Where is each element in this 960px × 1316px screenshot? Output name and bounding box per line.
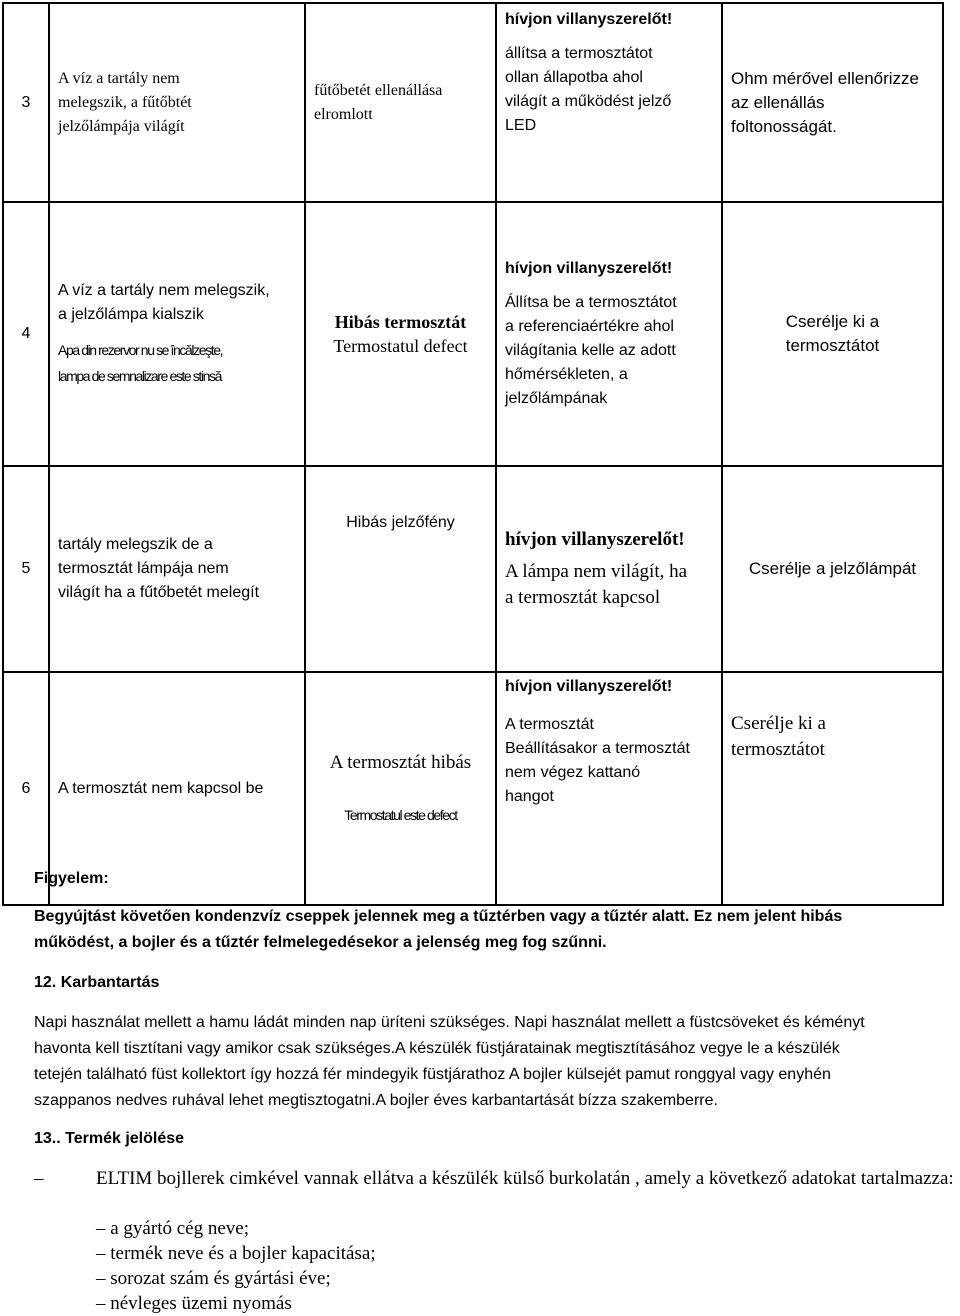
check-line: jelzőlámpának	[505, 390, 608, 407]
cause-line: elromlott	[314, 105, 373, 123]
product-intro: ELTIM bojllerek cimkével vannak ellátva a készülék külső burkolatán , amely a következő adatokat tartalmazza:	[96, 1168, 954, 1189]
table-row	[3, 3, 943, 202]
maintenance-body	[34, 1010, 960, 1114]
call-electrician-text: hívjon villanyszerelőt!	[505, 260, 673, 277]
symptom-ro-line: Apa din rezervor nu se încălzeşte,	[58, 342, 223, 358]
maintenance-line: havonta kell tisztítani vagy amikor csak szükséges.A készülék füstjáratainak megtisztításához vegye le a készülék	[34, 1040, 840, 1057]
list-item: – névleges üzemi nyomás	[96, 1293, 292, 1314]
symptom-line: jelzőlámpája világít	[58, 117, 185, 135]
check-line: nem végez kattanó	[505, 764, 641, 781]
check-line: a termosztát kapcsol	[505, 587, 661, 608]
remedy-line: az ellenállás	[731, 92, 825, 112]
remedy-text: Cserélje a jelzőlámpát	[748, 559, 917, 578]
symptom-line: A víz a tartály nem	[58, 69, 180, 87]
action-cell	[496, 466, 722, 672]
remedy-line: foltonosságát.	[731, 116, 837, 136]
check-line: világít a működést jelző	[505, 93, 672, 110]
check-line: LED	[505, 117, 537, 134]
call-electrician-text: hívjon villanyszerelőt!	[505, 529, 685, 550]
remedy-cell	[722, 466, 943, 672]
list-item: – a gyártó cég neve;	[96, 1218, 249, 1239]
cause-cell	[305, 202, 496, 466]
symptom-line: melegszik, a fűtőbtét	[58, 93, 192, 111]
check-line: Beállításakor a termosztát	[505, 740, 690, 757]
remedy-line: termosztátot	[731, 739, 825, 760]
call-electrician-text: hívjon villanyszerelőt!	[505, 11, 673, 28]
symptom-line: a jelzőlámpa kialszik	[58, 306, 204, 323]
remedy-line: Cserélje ki a	[785, 312, 880, 331]
row-number: 3	[3, 3, 49, 202]
list-item: – termék neve és a bojler kapacitása;	[96, 1243, 376, 1264]
check-line: a referenciaértékre ahol	[505, 318, 674, 335]
cause-line: fűtőbetét ellenállása	[314, 81, 443, 99]
troubleshooting-table	[2, 2, 944, 906]
cause-cell	[305, 466, 496, 672]
warning-body	[34, 904, 960, 956]
symptom-line: A víz a tartály nem melegszik,	[58, 282, 270, 299]
symptom-line: világít ha a fűtőbetét melegít	[58, 584, 260, 601]
product-section	[34, 1126, 960, 1152]
list-dash: –	[34, 1168, 44, 1189]
maintenance-title: 12. Karbantartás	[34, 974, 160, 991]
check-line: ollan állapotba ahol	[505, 69, 643, 86]
remedy-line: Cserélje ki a	[731, 713, 826, 734]
maintenance-line: tetején található füst kollektort így hozzá fér mindegyik füstjárathoz A bojler külsejét pamut ronggyal vagy enyhén	[34, 1066, 831, 1083]
action-cell	[496, 3, 722, 202]
action-cell	[496, 202, 722, 466]
warning-section	[34, 866, 960, 892]
check-line: hangot	[505, 788, 554, 805]
remedy-cell	[722, 3, 943, 202]
symptom-line: tartály melegszik de a	[58, 536, 213, 553]
remedy-cell	[722, 202, 943, 466]
cause-cell	[305, 3, 496, 202]
check-line: állítsa a termosztátot	[505, 45, 653, 62]
list-item: – sorozat szám és gyártási éve;	[96, 1268, 331, 1289]
check-line: A lámpa nem világít, ha	[505, 561, 688, 582]
symptom-ro-line: lampa de semnalizare este stinsă	[58, 368, 221, 384]
check-line: A termosztát	[505, 716, 594, 733]
row-number: 4	[3, 202, 49, 466]
maintenance-line: Napi használat mellett a hamu ládát minden nap üríteni szükséges. Napi használat mellett a füstcsöveket és kéményt	[34, 1014, 865, 1031]
symptom-text: A termosztát nem kapcsol be	[58, 779, 264, 797]
cause-title: A termosztát hibás	[329, 751, 472, 773]
warning-line: működést, a bojler és a tűztér felmelegedésekor a jelenség meg fog szűnni.	[34, 934, 607, 951]
warning-title: Figyelem:	[34, 870, 109, 887]
maintenance-section	[34, 970, 960, 996]
symptom-cell	[49, 3, 305, 202]
cause-title: Hibás termosztát	[334, 312, 467, 332]
check-line: hőmérsékleten, a	[505, 366, 628, 383]
table-row	[3, 466, 943, 672]
warning-line: Begyújtást követően kondenzvíz cseppek jelennek meg a tűztérben vagy a tűztér alatt. Ez nem jelent hibás	[34, 908, 843, 925]
call-electrician-text: hívjon villanyszerelőt!	[505, 678, 673, 695]
row-number: 6	[3, 672, 49, 905]
check-line: Állítsa be a termosztátot	[505, 294, 677, 311]
cause-ro: Termostatul este defect	[344, 806, 457, 823]
check-line: világítania kelle az adott	[505, 342, 676, 359]
symptom-cell	[49, 202, 305, 466]
row-number: 5	[3, 466, 49, 672]
symptom-line: termosztát lámpája nem	[58, 560, 229, 577]
cause-ro: Termostatul defect	[333, 336, 468, 356]
maintenance-line: szappanos nedves ruhával lehet megtisztogatni.A bojler éves karbantartását bízza szakemberre.	[34, 1092, 718, 1109]
cause-text: Hibás jelzőfény	[346, 514, 455, 531]
remedy-line: termosztátot	[785, 336, 880, 355]
table-row	[3, 202, 943, 466]
product-title: 13.. Termék jelölése	[34, 1130, 185, 1147]
symptom-cell	[49, 466, 305, 672]
remedy-line: Ohm mérővel ellenőrizze	[731, 68, 920, 88]
